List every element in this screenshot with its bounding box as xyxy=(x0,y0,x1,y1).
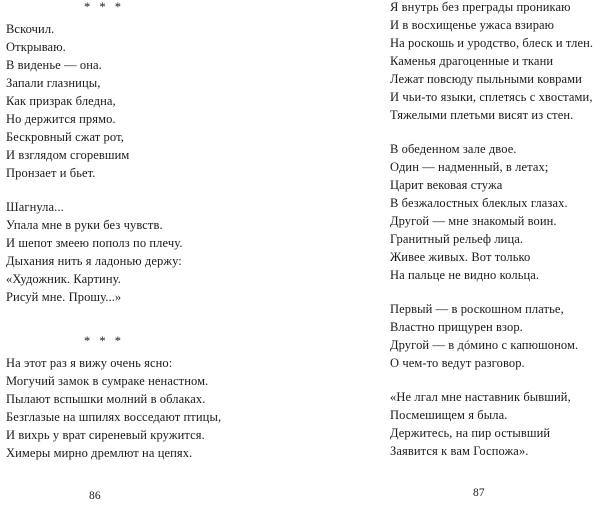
verse-line: Тяжелыми плетьми висят из стен. xyxy=(390,108,574,122)
verse-line: Шагнула... xyxy=(6,200,64,214)
verse-line: Пронзает и бьет. xyxy=(6,166,96,180)
verse-line: На пальце не видно кольца. xyxy=(390,268,540,282)
verse-line: И вихрь у врат сиреневый кружится. xyxy=(6,428,205,442)
page-number: 87 xyxy=(473,487,485,499)
verse-line: Посмешищем я была. xyxy=(390,408,508,422)
verse-line: И чьи-то языки, сплетясь с хвостами, xyxy=(390,90,593,104)
section-divider: * * * xyxy=(84,334,124,348)
verse-line: Рисуй мне. Прошу...» xyxy=(6,290,122,304)
verse-line: Первый — в роскошном платье, xyxy=(390,302,564,316)
verse-line: Дыхания нить я ладонью держу: xyxy=(6,254,182,268)
verse-line: «Художник. Картину. xyxy=(6,272,121,286)
verse-line: На этот раз я вижу очень ясно: xyxy=(6,356,173,370)
verse-line: Заявится к вам Госпожа». xyxy=(390,444,529,458)
verse-line: И шепот змеею пополз по плечу. xyxy=(6,236,183,250)
verse-line: Я внутрь без преграды проникаю xyxy=(390,0,571,14)
verse-line: Лежат повсюду пыльными коврами xyxy=(390,72,582,86)
page-number: 86 xyxy=(89,490,101,502)
verse-line: Другой — мне знакомый воин. xyxy=(390,214,557,228)
verse-line: В виденье — она. xyxy=(6,58,102,72)
verse-line: Гранитный рельеф лица. xyxy=(390,232,524,246)
verse-line: Запали глазницы, xyxy=(6,76,101,90)
verse-line: Открываю. xyxy=(6,40,66,54)
verse-line: Пылают вспышки молний в облаках. xyxy=(6,392,206,406)
verse-line: Бескровный сжат рот, xyxy=(6,130,124,144)
verse-line: В обеденном зале двое. xyxy=(390,142,517,156)
verse-line: И взглядом сгоревшим xyxy=(6,148,130,162)
verse-line: Держитесь, на пир остывший xyxy=(390,426,551,440)
verse-line: Властно прищурен взор. xyxy=(390,320,523,334)
verse-line: Вскочил. xyxy=(6,22,55,36)
right-page xyxy=(300,0,600,505)
verse-line: Могучий замок в сумраке ненастном. xyxy=(6,374,209,388)
verse-line: Царит вековая стужа xyxy=(390,178,503,192)
verse-line: На роскошь и уродство, блеск и тлен. xyxy=(390,36,594,50)
verse-line: Один — надменный, в летах; xyxy=(390,160,549,174)
verse-line: Живее живых. Вот только xyxy=(390,250,531,264)
verse-line: О чем-то ведут разговор. xyxy=(390,356,525,370)
verse-line: И в восхищенье ужаса взираю xyxy=(390,18,555,32)
verse-line: Химеры мирно дремлют на цепях. xyxy=(6,446,193,460)
verse-line: Но держится прямо. xyxy=(6,112,116,126)
verse-line: Другой — в дóмино с капюшоном. xyxy=(390,338,579,352)
verse-line: Упала мне в руки без чувств. xyxy=(6,218,163,232)
verse-line: В безжалостных блеклых глазах. xyxy=(390,196,568,210)
verse-line: Каменья драгоценные и ткани xyxy=(390,54,554,68)
verse-line: Безглазые на шпилях восседают птицы, xyxy=(6,410,222,424)
verse-line: Как призрак бледна, xyxy=(6,94,116,108)
verse-line: «Не лгал мне наставник бывший, xyxy=(390,390,571,404)
section-divider: * * * xyxy=(84,0,124,14)
